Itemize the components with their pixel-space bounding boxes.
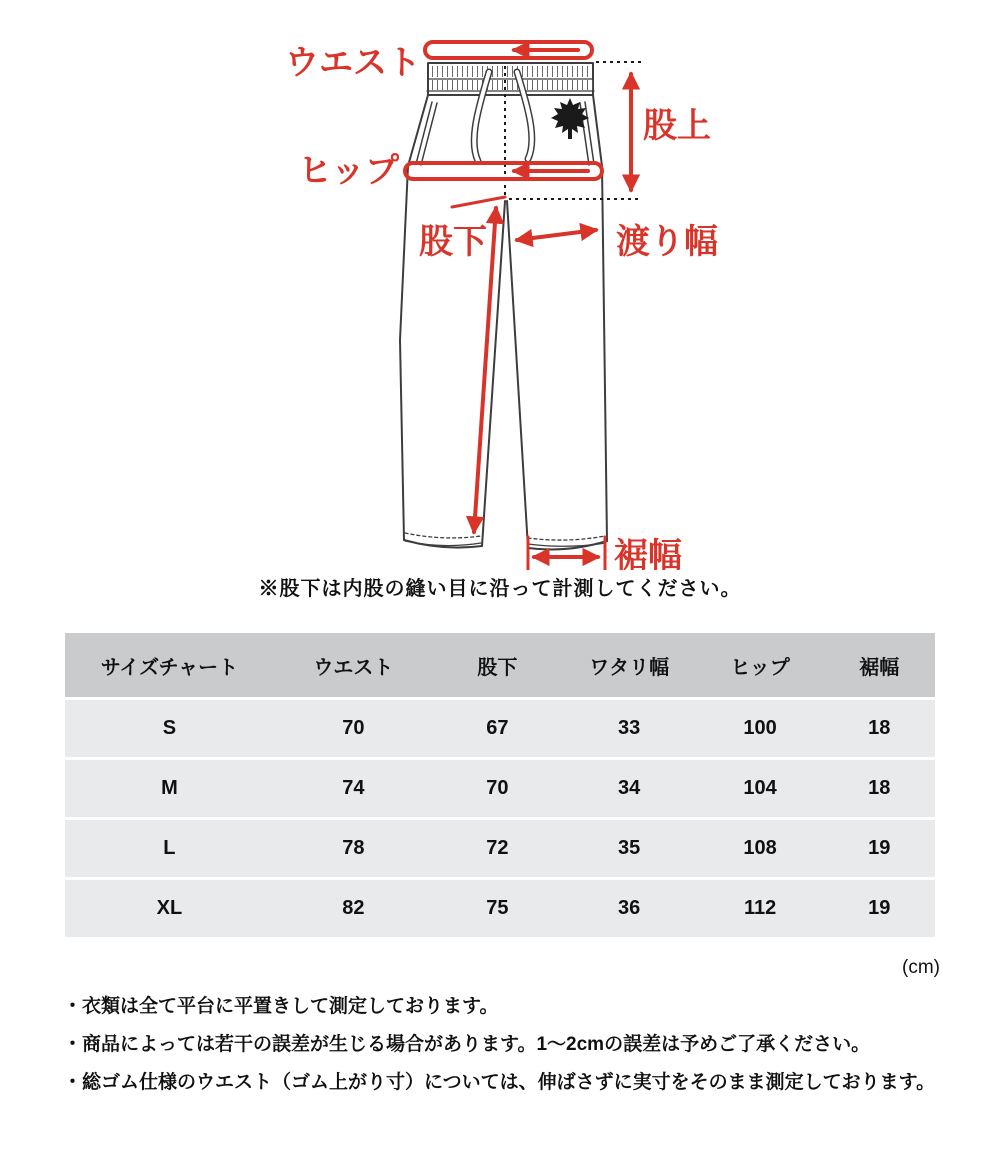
unit-label: (cm) — [902, 957, 940, 978]
thigh-width-arrow — [517, 230, 596, 240]
pants-outline — [400, 63, 607, 549]
value-cell: 74 — [274, 760, 433, 817]
pants-measurement-diagram — [0, 0, 1000, 570]
value-cell: 34 — [562, 760, 697, 817]
hem-width-label: 裾幅 — [614, 537, 682, 570]
inseam-measure-note: ※股下は内股の縫い目に沿って計測してください。 — [258, 578, 742, 600]
table-row — [65, 820, 935, 877]
value-cell: 33 — [562, 700, 697, 757]
value-cell: 78 — [274, 820, 433, 877]
table-header-row — [65, 633, 935, 697]
value-cell: 82 — [274, 880, 433, 937]
inseam-label: 股下 — [419, 223, 487, 261]
size-cell: S — [65, 700, 274, 757]
header-inseam: 股下 — [433, 633, 562, 697]
table-row — [65, 880, 935, 937]
waist-label: ウエスト — [285, 44, 421, 82]
value-cell: 18 — [824, 700, 935, 757]
maple-leaf-logo — [551, 98, 589, 139]
value-cell: 67 — [433, 700, 562, 757]
note-item: ・商品によっては若干の誤差が生じる場合があります。1～2cmの誤差は予めご了承ください。 — [63, 1034, 871, 1055]
value-cell: 100 — [697, 700, 824, 757]
value-cell: 36 — [562, 880, 697, 937]
size-cell: L — [65, 820, 274, 877]
value-cell: 75 — [433, 880, 562, 937]
header-hem: 裾幅 — [824, 633, 935, 697]
note-item: ・総ゴム仕様のウエスト（ゴム上がり寸）については、伸ばさずに実寸をそのまま測定しております。 — [63, 1072, 936, 1093]
inseam-leader — [452, 197, 505, 207]
value-cell: 19 — [824, 820, 935, 877]
header-size-chart: サイズチャート — [65, 633, 274, 697]
value-cell: 35 — [562, 820, 697, 877]
size-chart-table — [65, 630, 935, 940]
header-waist: ウエスト — [274, 633, 433, 697]
header-thigh: ワタリ幅 — [562, 633, 697, 697]
rise-label: 股上 — [643, 107, 711, 145]
value-cell: 70 — [274, 700, 433, 757]
table-row — [65, 700, 935, 757]
thigh-width-label: 渡り幅 — [616, 223, 718, 261]
size-cell: M — [65, 760, 274, 817]
value-cell: 112 — [697, 880, 824, 937]
value-cell: 70 — [433, 760, 562, 817]
header-hip: ヒップ — [697, 633, 824, 697]
table-row — [65, 760, 935, 817]
hip-label: ヒップ — [298, 152, 399, 190]
value-cell: 72 — [433, 820, 562, 877]
value-cell: 19 — [824, 880, 935, 937]
measurement-notes — [63, 988, 963, 1102]
note-item: ・衣類は全て平台に平置きして測定しております。 — [63, 996, 499, 1017]
size-cell: XL — [65, 880, 274, 937]
value-cell: 104 — [697, 760, 824, 817]
value-cell: 18 — [824, 760, 935, 817]
value-cell: 108 — [697, 820, 824, 877]
